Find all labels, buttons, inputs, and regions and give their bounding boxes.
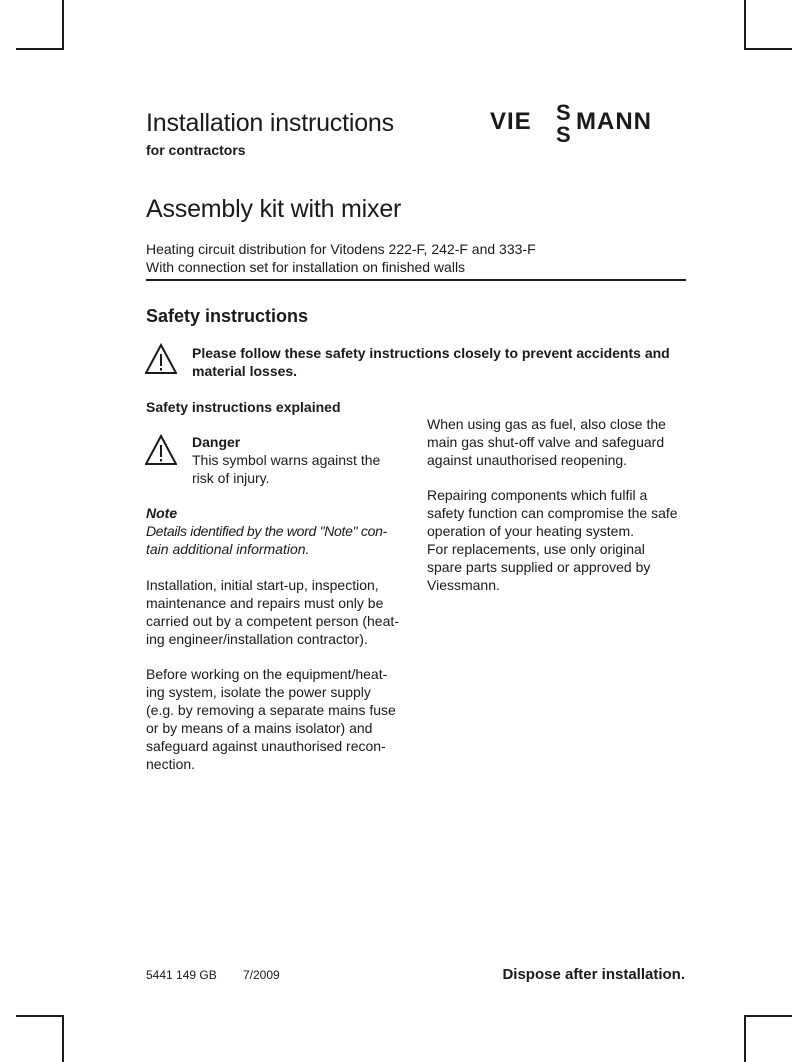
paragraph-line: maintenance and repairs must only be: [146, 595, 384, 611]
paragraph-line: carried out by a competent person (heat-: [146, 613, 399, 629]
note-label: Note: [146, 505, 178, 521]
paragraph-line: Viessmann.: [427, 577, 500, 593]
note-text-line-2: tain additional information.: [146, 541, 310, 557]
safety-explained-heading: Safety instructions explained: [146, 399, 341, 415]
svg-text:VIE: VIE: [490, 108, 532, 135]
paragraph-line: spare parts supplied or approved by: [427, 559, 651, 575]
document-title: Installation instructions: [146, 109, 394, 137]
paragraph-line: operation of your heating system.: [427, 523, 635, 539]
paragraph-line: Installation, initial start-up, inspection,: [146, 577, 379, 593]
note-text-line-1: Details identified by the word "Note" con-: [146, 523, 387, 539]
document-subtitle: for contractors: [146, 142, 246, 158]
safety-intro-line-2: material losses.: [192, 363, 298, 379]
svg-text:MANN: MANN: [576, 108, 652, 135]
safety-heading: Safety instructions: [146, 306, 309, 326]
warning-triangle-icon: [145, 343, 177, 375]
paragraph-line: or by means of a mains isolator) and: [146, 720, 373, 736]
product-description-line-2: With connection set for installation on finished walls: [146, 259, 466, 275]
paragraph-line: nection.: [146, 756, 196, 772]
competent-person-paragraph: [146, 576, 399, 648]
paragraph-line: safety function can compromise the safe: [427, 505, 678, 521]
danger-label: Danger: [192, 434, 241, 450]
danger-text-line-1: This symbol warns against the: [192, 452, 381, 468]
paragraph-line: ing engineer/installation contractor).: [146, 631, 368, 647]
svg-text:S: S: [556, 122, 571, 144]
paragraph-line: safeguard against unauthorised recon-: [146, 738, 386, 754]
dispose-notice: Dispose after installation.: [502, 966, 685, 983]
product-name: Assembly kit with mixer: [146, 195, 402, 223]
paragraph-line: main gas shut-off valve and safeguard: [427, 434, 665, 450]
svg-text:S: S: [556, 100, 571, 125]
paragraph-line: For replacements, use only original: [427, 541, 645, 557]
paragraph-line: Before working on the equipment/heat-: [146, 666, 388, 682]
gas-valve-paragraph: [427, 415, 666, 469]
paragraph-line: When using gas as fuel, also close the: [427, 416, 666, 432]
paragraph-line: (e.g. by removing a separate mains fuse: [146, 702, 396, 718]
safety-intro-line-1: Please follow these safety instructions closely to prevent accidents and: [192, 345, 670, 361]
power-isolation-paragraph: [146, 665, 396, 773]
danger-text-line-2: risk of injury.: [192, 470, 270, 486]
product-description-line-1: Heating circuit distribution for Vitodens 222-F, 242-F and 333-F: [146, 241, 536, 257]
viessmann-logo: [490, 98, 686, 144]
header-divider: [146, 279, 686, 281]
paragraph-line: Repairing components which fulfil a: [427, 487, 648, 503]
paragraph-line: ing system, isolate the power supply: [146, 684, 371, 700]
spare-parts-paragraph: [427, 486, 678, 594]
document-date: 7/2009: [243, 968, 280, 982]
paragraph-line: against unauthorised reopening.: [427, 452, 628, 468]
danger-triangle-icon: [145, 434, 177, 466]
document-number: 5441 149 GB: [146, 968, 217, 982]
